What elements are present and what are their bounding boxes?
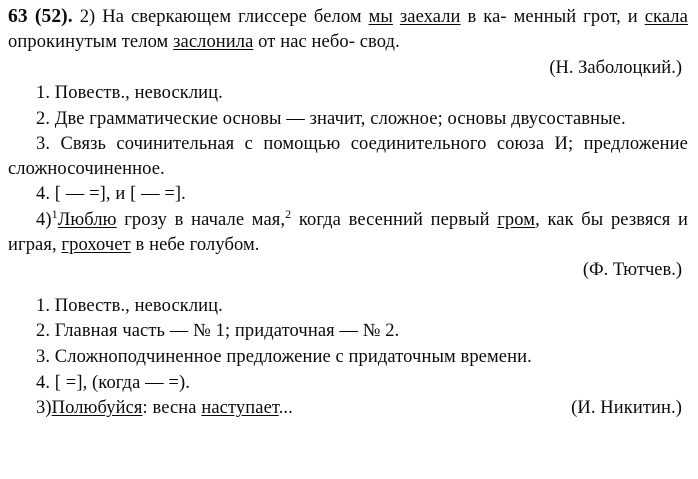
analysis1-item-1: 1. Повеств., невосклиц. xyxy=(36,83,223,104)
analysis1-item-2: 2. Две грамматические основы — значит, сложное; основы двусоставные. xyxy=(36,108,626,129)
sentence-text-b: в ка- xyxy=(460,7,507,27)
sentence-text-e: от нас небо- xyxy=(253,31,355,52)
author-attribution-1: (Н. Заболоцкий.) xyxy=(549,57,682,78)
sentence5-text-a: : весна xyxy=(142,398,202,419)
underlined-subject-2: скала xyxy=(644,7,688,27)
sentence4-text-c: , xyxy=(535,210,540,231)
analysis2-item-3: 3. Сложноподчиненное предложение с придаточным времени. xyxy=(36,347,532,368)
underlined-predicate-6: наступает xyxy=(201,398,279,419)
sentence4-text-a: грозу в начале мая, xyxy=(116,210,286,231)
sentence-space-1 xyxy=(393,7,400,27)
sentence-text-c: менный грот, и xyxy=(513,7,645,27)
sentence4-superscript-2: 2 xyxy=(285,206,292,221)
analysis2-item-2: 2. Главная часть — № 1; придаточная — № 2. xyxy=(36,321,400,342)
underlined-predicate-3: Люблю xyxy=(57,210,117,231)
spacer xyxy=(8,284,688,294)
exercise-paragraph xyxy=(8,4,688,55)
sentence-text-a: На сверкающем глиссере белом xyxy=(102,7,369,27)
task-marker: 2) xyxy=(79,7,96,27)
analysis2-item-1: 1. Повеств., невосклиц. xyxy=(36,295,223,316)
sentence4-marker: 4) xyxy=(36,210,52,231)
underlined-predicate-4: грохочет xyxy=(61,234,131,255)
underlined-predicate-5: Полюбуйся xyxy=(51,398,143,419)
analysis1-item-4: 4. [ — =], и [ — =]. xyxy=(36,184,186,205)
underlined-predicate-1: заехали xyxy=(399,7,461,27)
exercise-number: 63 (52). xyxy=(8,6,73,27)
sentence4-text-e: в небе голубом. xyxy=(130,234,260,255)
sentence-text-d: опрокинутым телом xyxy=(8,31,174,52)
analysis1-item-3: 3. Связь сочинительная с помощью соединительного союза И; предложение сложносочиненное. xyxy=(8,134,688,179)
underlined-predicate-2: заслонила xyxy=(173,31,254,52)
sentence5-paragraph xyxy=(8,396,688,421)
analysis2-item-4: 4. [ =], (когда — =). xyxy=(36,372,190,393)
author-attribution-3: (И. Никитин.) xyxy=(571,398,682,419)
sentence5-text-b: ... xyxy=(278,398,293,419)
sentence-text-f: свод. xyxy=(359,31,400,52)
sentence4-text-b: когда весенний первый xyxy=(291,210,498,231)
sentence5-marker: 3) xyxy=(36,398,52,419)
underlined-subject-1: мы xyxy=(368,7,393,27)
underlined-subject-3: гром xyxy=(497,210,536,231)
sentence4-text-d: как бы резвяся и играя, xyxy=(8,210,689,255)
author-attribution-2: (Ф. Тютчев.) xyxy=(582,260,682,281)
sentence4-superscript-1: 1 xyxy=(51,206,58,221)
sentence4-paragraph xyxy=(8,208,688,257)
